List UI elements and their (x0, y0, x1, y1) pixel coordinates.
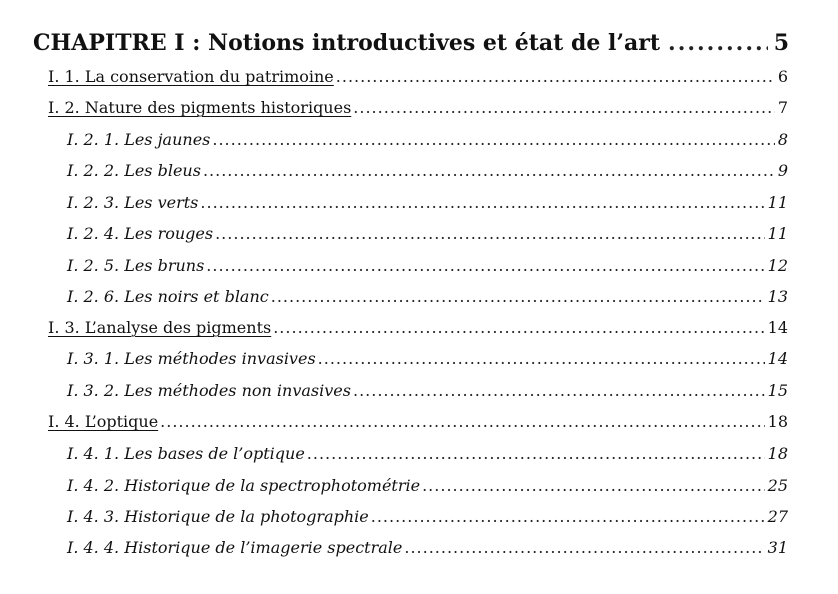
dot-leader (271, 287, 765, 306)
dot-leader (422, 476, 765, 495)
toc-entry-subsection[interactable] (67, 193, 788, 212)
toc-entry-page-number: 11 (767, 224, 788, 243)
dot-leader (336, 67, 775, 86)
toc-entry-subsection[interactable] (67, 476, 788, 495)
dot-leader (215, 224, 765, 243)
toc-entry-subsection[interactable] (67, 349, 788, 368)
toc-entry-page-number: 6 (777, 67, 788, 86)
dot-leader (160, 412, 764, 431)
toc-entry-subsection[interactable] (67, 287, 788, 306)
toc-entry-subsection[interactable] (67, 538, 788, 557)
toc-entry-title: I. 4. 4. Historique de l’imagerie spectrale (67, 538, 403, 557)
dot-leader (206, 256, 764, 275)
toc-entry-title: I. 2. Nature des pigments historiques (48, 98, 352, 117)
toc-entry-page-number: 18 (767, 444, 788, 463)
toc-entry-page-number: 18 (767, 412, 788, 431)
dot-leader (353, 98, 775, 117)
toc-entry-page-number: 27 (767, 507, 788, 526)
toc-entry-title: I. 2. 6. Les noirs et blanc (67, 287, 269, 306)
toc-entry-title: I. 2. 4. Les rouges (67, 224, 214, 243)
dot-leader (353, 381, 765, 400)
toc-entry-section[interactable] (48, 98, 788, 117)
toc-entry-title: I. 4. 3. Historique de la photographie (67, 507, 369, 526)
toc-entry-page-number: 15 (767, 381, 788, 400)
chapter-page-number: 5 (773, 30, 789, 56)
toc-chapter-heading[interactable] (33, 30, 789, 56)
toc-entry-subsection[interactable] (67, 444, 788, 463)
toc-entry-section[interactable] (48, 318, 788, 337)
dot-leader (668, 30, 768, 56)
toc-entry-title: I. 2. 5. Les bruns (67, 256, 205, 275)
dot-leader (203, 161, 775, 180)
toc-entry-subsection[interactable] (67, 224, 788, 243)
dot-leader (212, 130, 774, 149)
toc-entry-subsection[interactable] (67, 507, 788, 526)
toc-entry-page-number: 7 (777, 98, 788, 117)
toc-entry-title: I. 3. 1. Les méthodes invasives (67, 349, 316, 368)
toc-entry-title: I. 1. La conservation du patrimoine (48, 67, 334, 86)
toc-entry-page-number: 13 (767, 287, 788, 306)
toc-entry-page-number: 14 (767, 318, 788, 337)
toc-entry-title: I. 4. L’optique (48, 412, 159, 431)
toc-entry-page-number: 25 (767, 476, 788, 495)
toc-entry-title: I. 3. L’analyse des pigments (48, 318, 272, 337)
toc-entry-page-number: 14 (767, 349, 788, 368)
toc-entry-section[interactable] (48, 412, 788, 431)
toc-entry-subsection[interactable] (67, 256, 788, 275)
toc-entry-page-number: 8 (777, 130, 788, 149)
dot-leader (273, 318, 764, 337)
dot-leader (307, 444, 765, 463)
chapter-title: CHAPITRE I : Notions introductives et état de l’art (33, 30, 661, 56)
dot-leader (200, 193, 764, 212)
dot-leader (371, 507, 765, 526)
toc-entry-subsection[interactable] (67, 130, 788, 149)
toc-entry-title: I. 2. 2. Les bleus (67, 161, 201, 180)
toc-entry-subsection[interactable] (67, 381, 788, 400)
toc-entry-page-number: 31 (767, 538, 788, 557)
toc-entry-title: I. 2. 3. Les verts (67, 193, 199, 212)
toc-entry-title: I. 3. 2. Les méthodes non invasives (67, 381, 351, 400)
toc-entry-page-number: 12 (767, 256, 788, 275)
dot-leader (404, 538, 764, 557)
toc-entry-title: I. 4. 1. Les bases de l’optique (67, 444, 305, 463)
dot-leader (318, 349, 765, 368)
toc-entry-section[interactable] (48, 67, 788, 86)
toc-entry-title: I. 2. 1. Les jaunes (67, 130, 211, 149)
toc-entry-page-number: 11 (767, 193, 788, 212)
toc-entry-subsection[interactable] (67, 161, 788, 180)
toc-entry-page-number: 9 (777, 161, 788, 180)
toc-entry-title: I. 4. 2. Historique de la spectrophotométrie (67, 476, 421, 495)
